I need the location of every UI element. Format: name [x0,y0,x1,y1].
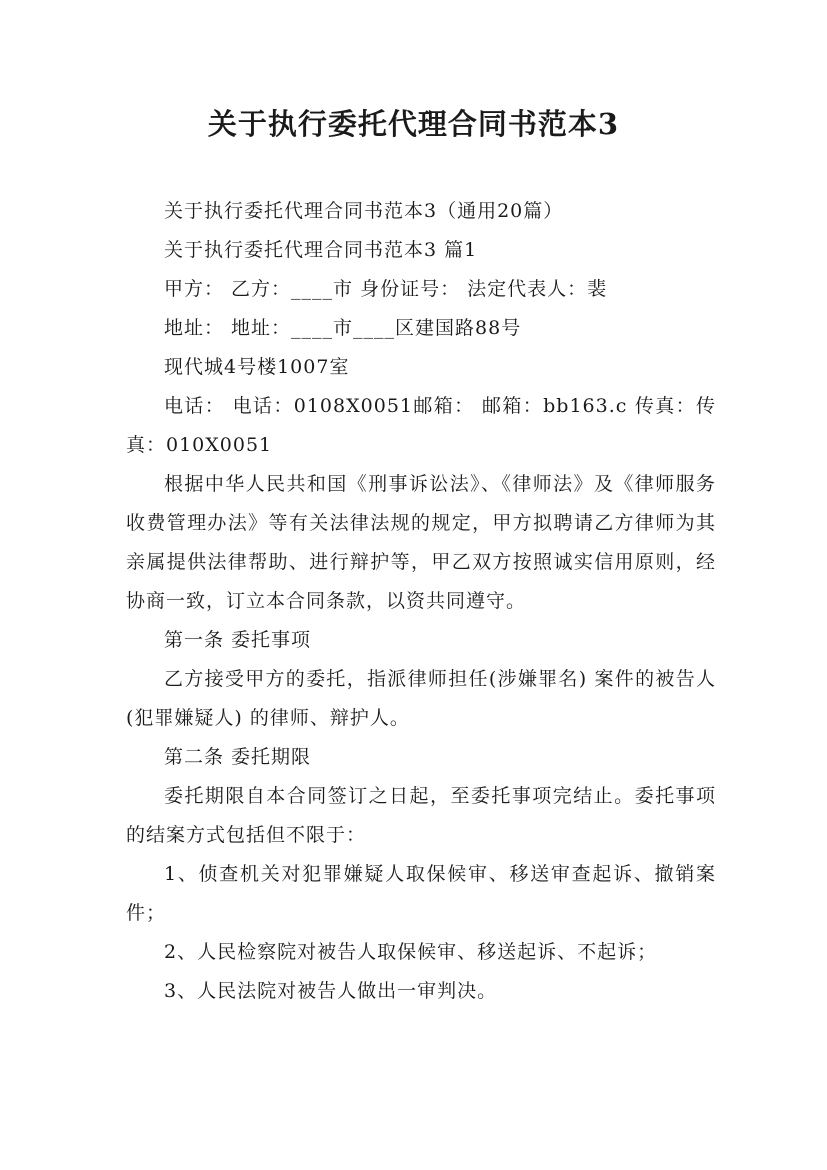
paragraph-preamble: 根据中华人民共和国《刑事诉讼法》、《律师法》及《律师服务收费管理办法》等有关法律法规的规定，甲方拟聘请乙方律师为其亲属提供法律帮助、进行辩护等，甲乙双方按照诚实信用原则，经协商一致，订立本合同条款，以资共同遵守。 [126,473,716,612]
list-item-2: 2、人民检察院对被告人取保候审、移送起诉、不起诉； [164,941,658,963]
paragraph-subtitle: 关于执行委托代理合同书范本3（通用20篇） [164,200,564,222]
document-title: 关于执行委托代理合同书范本3 [207,107,620,141]
list-item-1: 1、侦查机关对犯罪嫌疑人取保候审、移送审查起诉、撤销案件； [126,863,716,924]
list-item-3: 3、人民法院对被告人做出一审判决。 [164,980,498,1002]
paragraph-address: 地址： 地址：____市____区建国路88号 [164,317,522,339]
paragraph-contact: 电话： 电话：0108X0051邮箱： 邮箱：bb163.c 传真：传真：010X0051 [126,395,716,456]
paragraph-address-detail: 现代城4号楼1007室 [164,356,350,378]
paragraph-section-heading: 关于执行委托代理合同书范本3 篇1 [164,239,478,261]
paragraph-parties: 甲方： 乙方：____市 身份证号： 法定代表人：裴 [164,278,608,300]
article-2-body: 委托期限自本合同签订之日起，至委托事项完结止。委托事项的结案方式包括但不限于： [126,785,716,846]
article-1-body: 乙方接受甲方的委托，指派律师担任(涉嫌罪名) 案件的被告人(犯罪嫌疑人) 的律师、辩护人。 [126,668,716,729]
document-body [126,192,716,1011]
article-1-heading: 第一条 委托事项 [164,629,312,651]
article-2-heading: 第二条 委托期限 [164,746,312,768]
